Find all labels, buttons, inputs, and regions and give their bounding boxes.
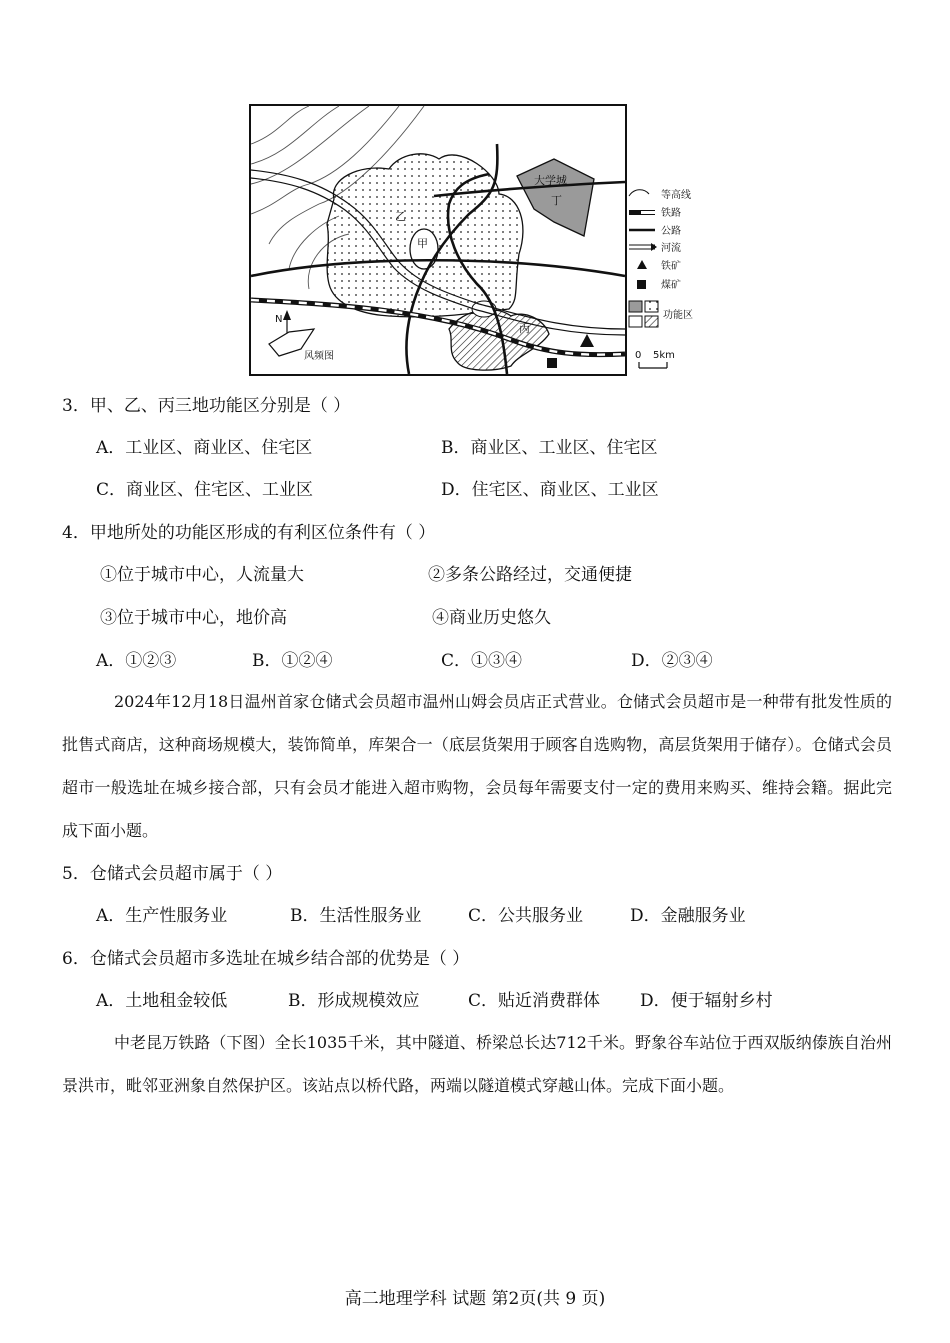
label-jia: 甲 xyxy=(417,237,428,250)
scale-zero: 0 xyxy=(635,350,642,361)
svg-text:功能区: 功能区 xyxy=(663,310,693,321)
label-university: 大学城 xyxy=(534,174,567,187)
q5-option-a[interactable]: A．生产性服务业 xyxy=(96,906,228,926)
zone-legend-icon xyxy=(629,301,658,327)
contour-legend-icon xyxy=(629,190,649,196)
q6-option-b[interactable]: B．形成规模效应 xyxy=(288,991,420,1011)
q6-option-c[interactable]: C．贴近消费群体 xyxy=(468,991,601,1011)
passage-warehouse-club: 2024年12月18日温州首家仓储式会员超市温州山姆会员店正式营业。仓储式会员超市是一种带有批发性质的批售式商店，这种商场规模大，装饰简单，库架合一（底层货架用于顾客自选购物，高层货架用于储存）。仓储式会员超市一般选址在城乡接合部，只有会员才能进入超市购物，会员每年需要支付一定的费用来购买、维持会籍。据此完成下面小题。 xyxy=(62,692,892,840)
q3-option-b[interactable]: B．商业区、工业区、住宅区 xyxy=(441,438,658,458)
wind-rose-label: 风频图 xyxy=(304,351,334,362)
label-ding: 丁 xyxy=(551,194,562,207)
coal-ore-icon xyxy=(547,358,557,368)
label-bing: 丙 xyxy=(519,322,530,335)
q6-option-a[interactable]: A．土地租金较低 xyxy=(96,991,228,1011)
svg-text:河流: 河流 xyxy=(661,243,681,254)
svg-text:公路: 公路 xyxy=(661,226,681,237)
q4-option-d[interactable]: D．②③④ xyxy=(631,651,713,671)
scale-bar xyxy=(635,350,675,368)
q4-option-b[interactable]: B．①②④ xyxy=(252,651,333,671)
q5-option-c[interactable]: C．公共服务业 xyxy=(468,906,584,926)
q4-statement-4: ④商业历史悠久 xyxy=(432,608,551,628)
q3-option-c[interactable]: C．商业区、住宅区、工业区 xyxy=(96,480,314,500)
svg-text:煤矿: 煤矿 xyxy=(661,280,681,291)
svg-text:铁矿: 铁矿 xyxy=(661,261,681,272)
scale-distance: 5km xyxy=(653,350,675,361)
q6-stem: 6．仓储式会员超市多选址在城乡结合部的优势是（ ） xyxy=(62,949,470,969)
q4-statement-2: ②多条公路经过，交通便捷 xyxy=(428,565,632,585)
q3-option-a[interactable]: A．工业区、商业区、住宅区 xyxy=(96,438,313,458)
page-footer: 高二地理学科 试题 第2页(共 9 页) xyxy=(344,1289,606,1309)
q5-stem: 5．仓储式会员超市属于（ ） xyxy=(62,864,283,884)
q4-stem: 4．甲地所处的功能区形成的有利区位条件有（ ） xyxy=(62,523,436,543)
q4-statement-1: ①位于城市中心，人流量大 xyxy=(100,565,304,585)
iron-legend-icon xyxy=(637,260,647,269)
q4-statement-3: ③位于城市中心，地价高 xyxy=(100,608,287,628)
svg-text:等高线: 等高线 xyxy=(661,190,691,201)
map-legend xyxy=(629,188,693,368)
wind-rose-north: N xyxy=(275,314,283,325)
q5-option-d[interactable]: D．金融服务业 xyxy=(630,906,746,926)
q3-option-d[interactable]: D．住宅区、商业区、工业区 xyxy=(441,480,659,500)
coal-legend-icon xyxy=(637,280,646,289)
passage-railway: 中老昆万铁路（下图）全长1035千米，其中隧道、桥梁总长达712千米。野象谷车站位于西双版纳傣族自治州景洪市，毗邻亚洲象自然保护区。该站点以桥代路，两端以隧道模式穿越山体。完成下面小题。 xyxy=(62,1033,892,1095)
svg-text:铁路: 铁路 xyxy=(661,208,681,219)
q4-option-c[interactable]: C．①③④ xyxy=(441,651,523,671)
q3-stem: 3．甲、乙、丙三地功能区分别是（ ） xyxy=(62,396,351,416)
q5-option-b[interactable]: B．生活性服务业 xyxy=(290,906,422,926)
label-yi: 乙 xyxy=(395,210,406,223)
q4-option-a[interactable]: A．①②③ xyxy=(96,651,177,671)
city-functional-zone-map xyxy=(249,104,709,376)
q6-option-d[interactable]: D．便于辐射乡村 xyxy=(640,991,773,1011)
